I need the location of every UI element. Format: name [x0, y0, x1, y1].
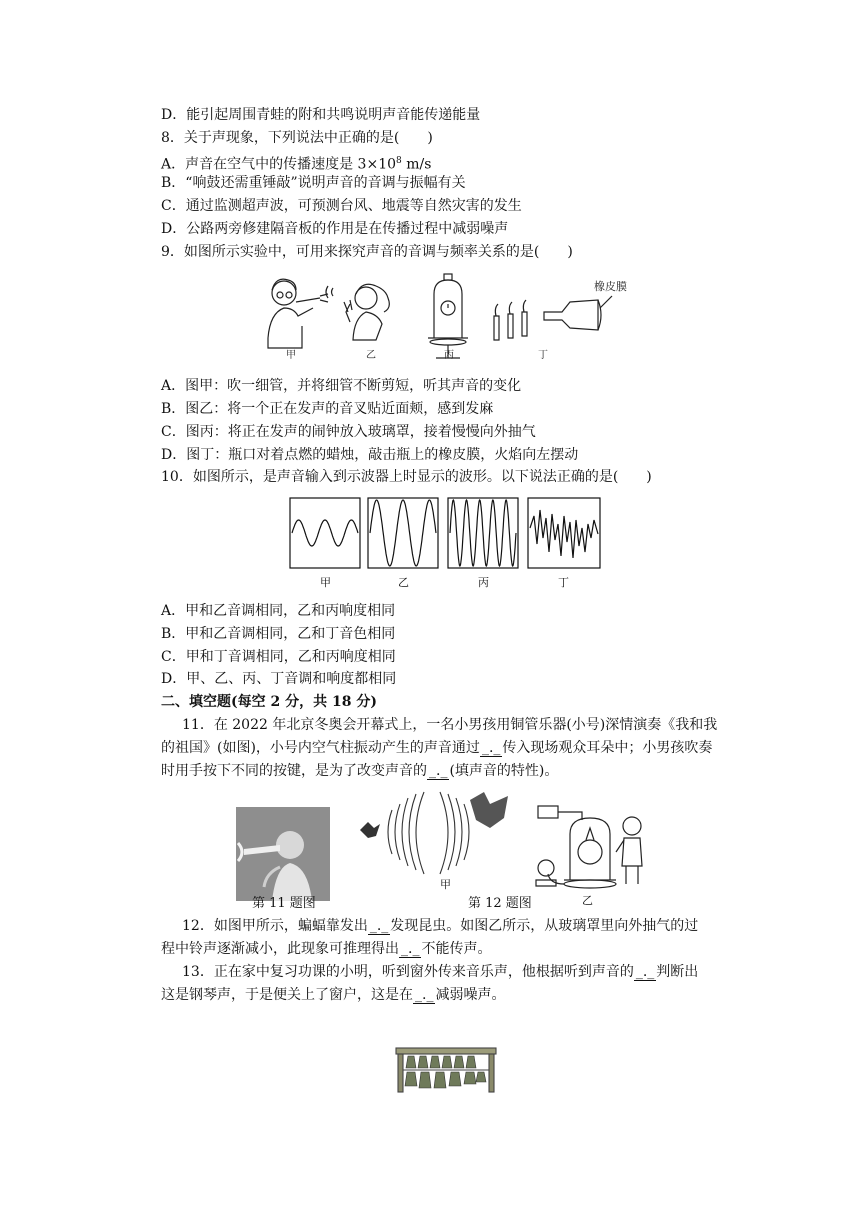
- q11-trumpet-photo: [236, 807, 330, 901]
- fig10-label-yi: 乙: [398, 576, 409, 589]
- section-2-heading: 二、填空题(每空 2 分，共 18 分): [161, 694, 377, 710]
- q11-line-1: 11．在 2022 年北京冬奥会开幕式上，一名小男孩用铜管乐器(小号)深情演奏《我和我: [182, 717, 718, 733]
- fig12-label-yi: 乙: [582, 894, 593, 907]
- q9-stem: 9．如图所示实验中，可用来探究声音的音调与频率关系的是( ): [161, 244, 573, 260]
- q13-blank-2[interactable]: _._: [415, 987, 434, 1003]
- q9-girl-tuning-fork: [326, 284, 389, 340]
- fig9-label-bing: 丙: [444, 350, 454, 361]
- q9-boy-blowing-tube: [268, 279, 328, 348]
- q13-line-2: 这是钢琴声，于是便关上了窗户，这是在 _._ 减弱噪声。: [161, 987, 506, 1003]
- q10-option-d: D．甲、乙、丙、丁音调和响度都相同: [161, 671, 397, 687]
- q12-line-2: 程中铃声逐渐减小，此现象可推理得出 _._ 不能传声。: [161, 941, 492, 957]
- q13-line-1: 13．正在家中复习功课的小明，听到窗外传来音乐声，他根据听到声音的 _._ 判断出: [182, 964, 699, 980]
- q9-option-a: A．图甲：吹一细管，并将细管不断剪短，听其声音的变化: [161, 378, 522, 394]
- q9-option-b: B．图乙：将一个正在发声的音叉贴近面颊，感到发麻: [161, 401, 494, 417]
- q8-option-b: B．“响鼓还需重锤敲”说明声音的音调与振幅有关: [161, 175, 466, 191]
- bells-row: [405, 1056, 486, 1088]
- waveform-ding: [530, 510, 598, 558]
- electric-bell-icon: [578, 840, 602, 864]
- battery-icon: [538, 806, 558, 818]
- fig9-label-jia: 甲: [286, 350, 296, 361]
- sound-waves: [388, 792, 469, 874]
- q12-bat-echolocation-figure: [358, 790, 518, 890]
- q10-option-c: C．甲和丁音调相同，乙和丙响度相同: [161, 649, 396, 665]
- q12-blank-2[interactable]: _._: [401, 941, 420, 957]
- fig10-label-jia: 甲: [320, 576, 331, 589]
- q11-blank-2[interactable]: _._: [429, 763, 448, 779]
- q12-line-1: 12．如图甲所示，蝙蝠靠发出 _._ 发现昆虫。如图乙所示，从玻璃罩里向外抽气的过: [182, 918, 699, 934]
- waveform-box-ding: [528, 498, 600, 568]
- bat-small-icon: [360, 822, 380, 838]
- fig9-label-ding: 丁: [538, 350, 548, 361]
- q8-option-c: C．通过监测超声波，可预测台风、地震等自然灾害的发生: [161, 198, 522, 214]
- fig12-caption: 第 12 题图: [468, 896, 532, 911]
- q10-stem: 10．如图所示，是声音输入到示波器上时显示的波形。以下说法正确的是( ): [161, 469, 652, 485]
- q12-bell-jar-figure: [530, 800, 650, 908]
- q7-option-d: D．能引起周围青蛙的附和共鸣说明声音能传递能量: [161, 107, 481, 123]
- q9-bell-jar-alarm-clock: [428, 274, 468, 358]
- bat-large-icon: [470, 792, 508, 828]
- bell-frame-beam: [396, 1048, 496, 1054]
- q10-option-b: B．甲和乙音调相同，乙和丁音色相同: [161, 626, 396, 642]
- q13-blank-1[interactable]: _._: [635, 964, 655, 980]
- q12-blank-1[interactable]: _._: [369, 918, 389, 934]
- waveform-yi: [370, 500, 436, 566]
- fig12-label-jia: 甲: [440, 878, 451, 890]
- q10-waveforms-figure: [286, 494, 606, 590]
- waveform-box-yi: [368, 498, 438, 568]
- q9-option-d: D．图丁：瓶口对着点燃的蜡烛，敲击瓶上的橡皮膜，火焰向左摆动: [161, 447, 579, 463]
- q11-line-2: 的祖国》(如图)，小号内空气柱振动产生的声音通过 _._ 传入现场观众耳朵中；小男孩吹奏: [161, 740, 713, 756]
- membrane-label: 橡皮膜: [594, 280, 627, 293]
- q9-figure: [258, 268, 638, 368]
- q8-option-a: A．声音在空气中的传播速度是 $3\times 10^8$ m/s: [161, 156, 432, 173]
- fig10-label-bing: 丙: [478, 576, 489, 589]
- waveform-box-jia: [290, 498, 360, 568]
- q8-option-d: D．公路两旁修建隔音板的作用是在传播过程中减弱噪声: [161, 221, 509, 237]
- waveform-bing: [450, 500, 516, 566]
- q9-bottle-with-membrane: [544, 296, 612, 330]
- q9-candles: [494, 300, 527, 340]
- q9-option-c: C．图丙：将正在发声的闹钟放入玻璃罩，接着慢慢向外抽气: [161, 424, 536, 440]
- q11-blank-1[interactable]: _._: [481, 740, 501, 756]
- q10-option-a: A．甲和乙音调相同，乙和丙响度相同: [161, 603, 396, 619]
- vacuum-pump-icon: [538, 860, 554, 876]
- fig9-label-yi: 乙: [366, 350, 376, 361]
- fig10-label-ding: 丁: [558, 576, 569, 589]
- child-icon: [623, 817, 641, 835]
- fig11-caption: 第 11 题图: [252, 896, 316, 911]
- waveform-jia: [292, 520, 358, 546]
- chime-bells-figure: [394, 1044, 498, 1096]
- q8-stem: 8．关于声现象，下列说法中正确的是( ): [161, 130, 433, 146]
- q11-line-3: 时用手按下不同的按键，是为了改变声音的 _._ (填声音的特性)。: [161, 763, 559, 779]
